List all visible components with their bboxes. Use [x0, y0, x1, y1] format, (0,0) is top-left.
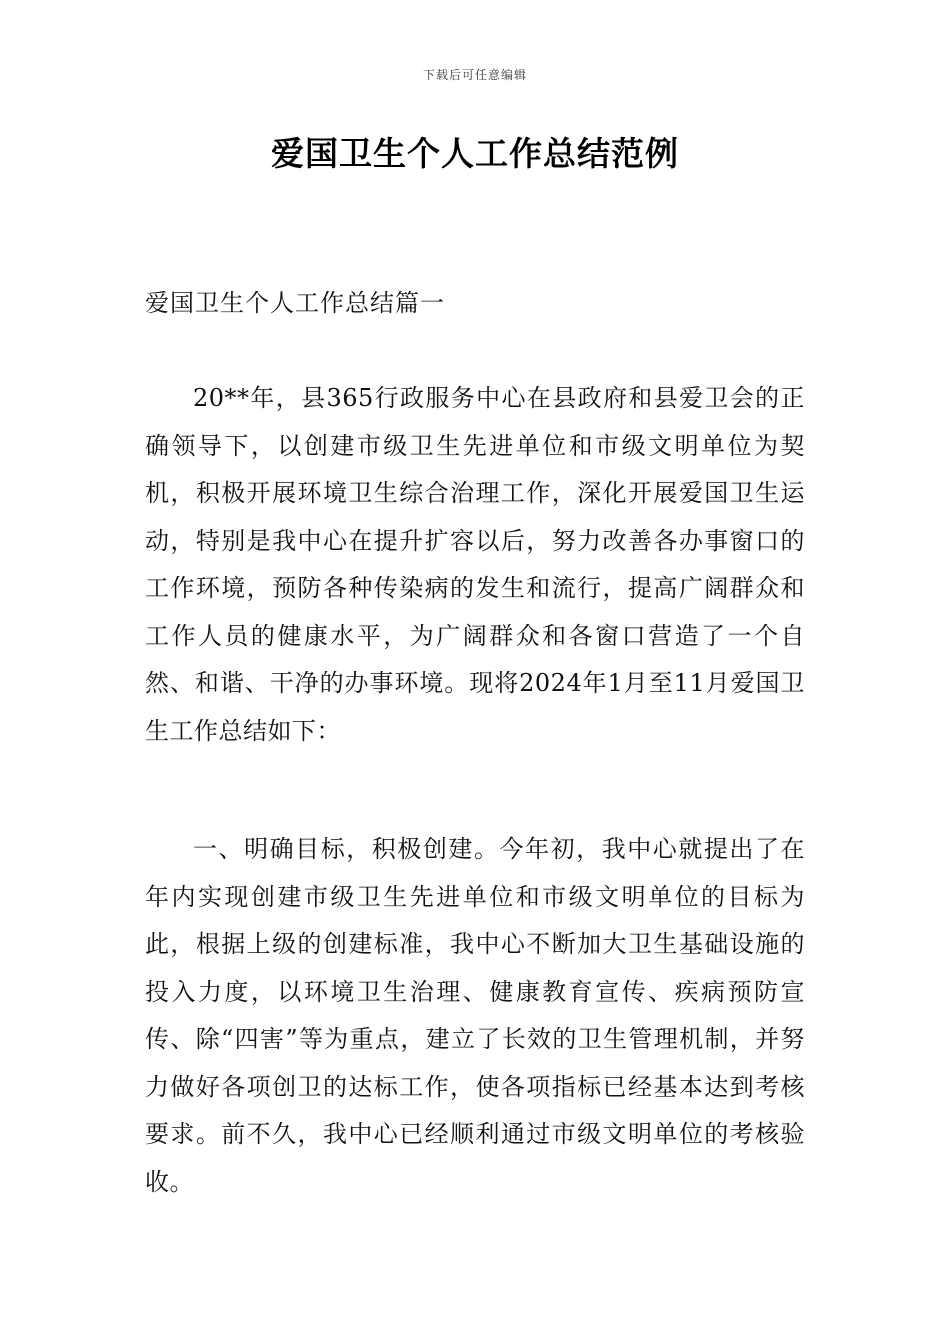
header-note: 下载后可任意编辑 [422, 68, 527, 82]
document-title: 爱国卫生个人工作总结范例 [271, 134, 679, 173]
body-paragraph-1: 20**年，县365行政服务中心在县政府和县爱卫会的正确领导下，以创建市级卫生先进单位和市级文明单位为契机，积极开展环境卫生综合治理工作，深化开展爱国卫生运动，特别是我中心在提升扩容以后，努力改善各办事窗口的工作环境，预防各种传染病的发生和流行，提高广阔群众和工作人员的健康水平，为广阔群众和各窗口营造了一个自然、和谐、干净的办事环境。现将2024年1月至11月爱国卫生工作总结如下： [145, 384, 805, 745]
section-heading: 爱国卫生个人工作总结篇一 [145, 289, 445, 317]
body-paragraph-2: 一、明确目标，积极创建。今年初，我中心就提出了在年内实现创建市级卫生先进单位和市级文明单位的目标为此，根据上级的创建标准，我中心不断加大卫生基础设施的投入力度，以环境卫生治理、健康教育宣传、疾病预防宣传、除“四害”等为重点，建立了长效的卫生管理机制，并努力做好各项创卫的达标工作，使各项指标已经基本达到考核要求。前不久，我中心已经顺利通过市级文明单位的考核验收。 [145, 835, 805, 1196]
